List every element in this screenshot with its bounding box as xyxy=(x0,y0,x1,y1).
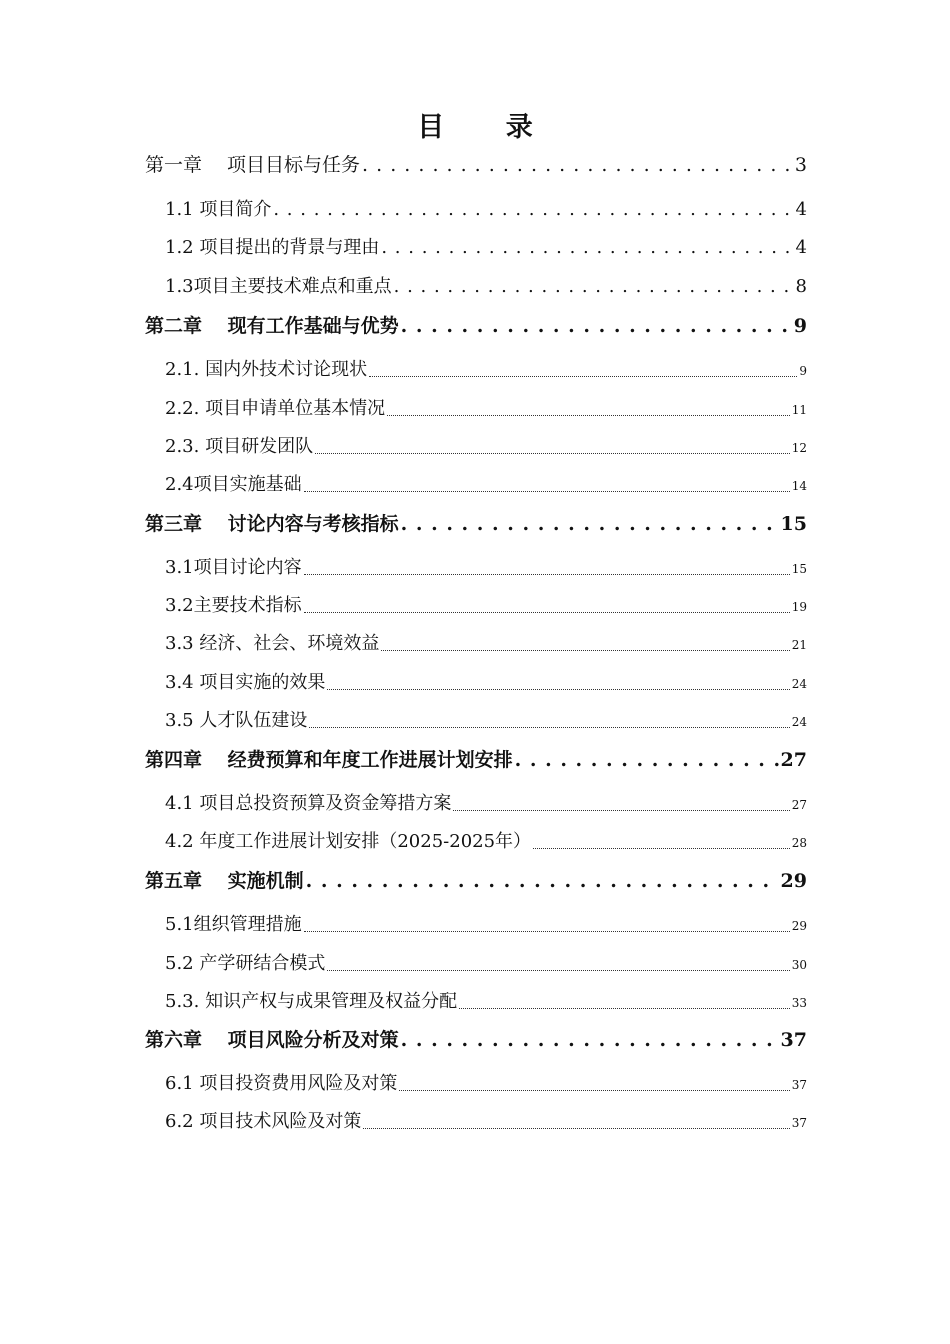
toc-page-number: 9 xyxy=(793,315,807,337)
dot-leader xyxy=(453,809,789,811)
toc-entry-label: 4.1 项目总投资预算及资金筹措方案 xyxy=(165,793,452,814)
toc-section-4-1[interactable] xyxy=(165,791,807,818)
toc-chapter-1[interactable] xyxy=(145,152,807,178)
toc-entry-label: 第五章 实施机制 xyxy=(145,870,304,892)
dot-leader xyxy=(401,1027,779,1053)
toc-entry-label: 3.4 项目实施的效果 xyxy=(165,672,326,693)
toc-entry-label: 2.4项目实施基础 xyxy=(165,474,302,495)
toc-entry-label: 3.1项目讨论内容 xyxy=(165,557,302,578)
toc-section-4-2[interactable] xyxy=(165,829,807,856)
dot-leader xyxy=(327,969,789,971)
toc-section-3-1[interactable] xyxy=(165,555,807,582)
dot-leader xyxy=(515,747,779,773)
toc-entry-label: 6.2 项目技术风险及对策 xyxy=(165,1111,362,1132)
dot-leader xyxy=(401,511,779,537)
toc-entry-label: 1.2 项目提出的背景与理由 xyxy=(165,237,380,258)
dot-leader xyxy=(399,1089,789,1091)
toc-entry-label: 5.2 产学研结合模式 xyxy=(165,953,326,974)
dot-leader xyxy=(387,414,790,416)
toc-entry-label: 5.1组织管理措施 xyxy=(165,914,302,935)
toc-section-3-5[interactable] xyxy=(165,708,807,735)
toc-section-1-2[interactable] xyxy=(165,235,807,261)
toc-page-number: 27 xyxy=(780,749,807,771)
toc-section-1-3[interactable] xyxy=(165,274,807,300)
toc-page-number: 15 xyxy=(780,513,807,535)
toc-section-3-3[interactable] xyxy=(165,631,807,658)
toc-entry-label: 第一章 项目目标与任务 xyxy=(145,154,361,176)
toc-page-number: 4 xyxy=(795,199,807,220)
toc-page-number: 8 xyxy=(795,276,807,297)
toc-entry-label: 6.1 项目投资费用风险及对策 xyxy=(165,1073,398,1094)
toc-entry-label: 3.5 人才队伍建设 xyxy=(165,710,308,731)
toc-page-number: 29 xyxy=(791,919,807,933)
dot-leader xyxy=(327,688,789,690)
dot-leader xyxy=(304,573,790,575)
toc-title: 目 录 xyxy=(417,112,559,143)
toc-chapter-3[interactable] xyxy=(145,511,807,537)
toc-section-5-3[interactable] xyxy=(165,989,807,1016)
dot-leader xyxy=(533,847,790,849)
toc-section-5-1[interactable] xyxy=(165,912,807,939)
toc-chapter-5[interactable] xyxy=(145,868,807,894)
toc-entry-label: 2.3. 项目研发团队 xyxy=(165,436,314,457)
toc-page-number: 37 xyxy=(780,1029,807,1051)
toc-entry-label: 2.1. 国内外技术讨论现状 xyxy=(165,359,368,380)
toc-entry-label: 第四章 经费预算和年度工作进展计划安排 xyxy=(145,749,513,771)
toc-page-number: 27 xyxy=(791,798,807,812)
toc-entry-label: 3.3 经济、社会、环境效益 xyxy=(165,633,380,654)
toc-section-2-2[interactable] xyxy=(165,396,807,423)
toc-page-number: 19 xyxy=(791,600,807,614)
toc-entry-label: 3.2主要技术指标 xyxy=(165,595,302,616)
toc-section-6-1[interactable] xyxy=(165,1071,807,1098)
toc-chapter-4[interactable] xyxy=(145,747,807,773)
toc-page-number: 29 xyxy=(780,870,807,892)
toc-section-2-3[interactable] xyxy=(165,434,807,461)
dot-leader xyxy=(273,197,793,223)
toc-section-2-1[interactable] xyxy=(165,357,807,384)
dot-leader xyxy=(363,1127,789,1129)
toc-page-number: 30 xyxy=(791,958,807,972)
toc-page-number: 3 xyxy=(794,154,807,176)
toc-page-number: 14 xyxy=(791,479,807,493)
dot-leader xyxy=(304,930,790,932)
toc-entry-label: 1.3项目主要技术难点和重点 xyxy=(165,276,392,297)
toc-page-number: 37 xyxy=(791,1116,807,1130)
toc-entry-label: 第六章 项目风险分析及对策 xyxy=(145,1029,399,1051)
dot-leader xyxy=(459,1007,790,1009)
dot-leader xyxy=(401,313,792,339)
dot-leader xyxy=(304,490,790,492)
toc-section-1-1[interactable] xyxy=(165,197,807,223)
toc-page-number: 24 xyxy=(791,715,807,729)
dot-leader xyxy=(362,152,793,178)
toc-page-number: 37 xyxy=(791,1078,807,1092)
dot-leader xyxy=(394,274,794,300)
toc-chapter-2[interactable] xyxy=(145,313,807,339)
toc-section-6-2[interactable] xyxy=(165,1109,807,1136)
toc-section-5-2[interactable] xyxy=(165,951,807,978)
toc-entry-label: 第二章 现有工作基础与优势 xyxy=(145,315,399,337)
toc-entry-label: 4.2 年度工作进展计划安排（2025-2025年） xyxy=(165,831,532,852)
toc-page-number: 21 xyxy=(791,638,807,652)
toc-entry-label: 第三章 讨论内容与考核指标 xyxy=(145,513,399,535)
toc-page-number: 9 xyxy=(799,364,807,378)
toc-section-2-4[interactable] xyxy=(165,472,807,499)
dot-leader xyxy=(381,235,793,261)
toc-page-number: 28 xyxy=(791,836,807,850)
toc-entry-label: 1.1 项目简介 xyxy=(165,199,272,220)
toc-section-3-2[interactable] xyxy=(165,593,807,620)
toc-page-number: 33 xyxy=(791,996,807,1010)
toc-entry-label: 5.3. 知识产权与成果管理及权益分配 xyxy=(165,991,458,1012)
toc-page-number: 12 xyxy=(791,441,807,455)
dot-leader xyxy=(309,726,789,728)
dot-leader xyxy=(369,375,797,377)
toc-chapter-6[interactable] xyxy=(145,1027,807,1053)
toc-page-number: 24 xyxy=(791,677,807,691)
toc-page-number: 11 xyxy=(791,403,807,417)
dot-leader xyxy=(381,649,789,651)
dot-leader xyxy=(304,611,790,613)
toc-section-3-4[interactable] xyxy=(165,670,807,697)
toc-page-number: 15 xyxy=(791,562,807,576)
dot-leader xyxy=(306,868,779,894)
toc-page-number: 4 xyxy=(795,237,807,258)
toc-entry-label: 2.2. 项目申请单位基本情况 xyxy=(165,398,386,419)
dot-leader xyxy=(315,452,790,454)
